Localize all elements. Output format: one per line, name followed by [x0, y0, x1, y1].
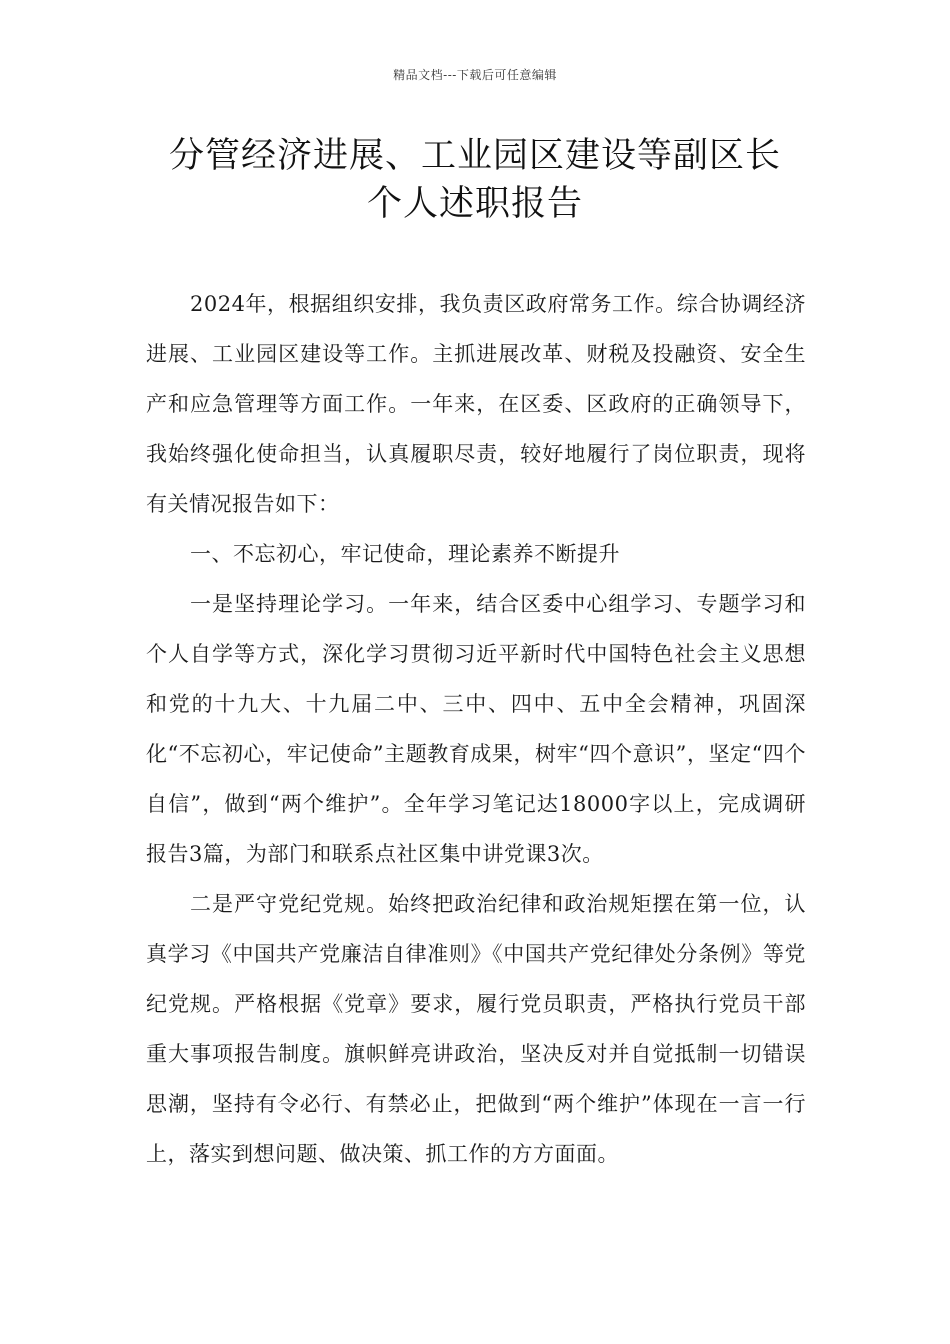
section-heading-1: 一、不忘初心，牢记使命，理论素养不断提升 — [190, 542, 620, 566]
document-title — [100, 132, 850, 228]
title-line-2: 个人述职报告 — [366, 184, 583, 224]
header-note: 精品文档---下载后可任意编辑 — [393, 68, 557, 82]
title-line-1: 分管经济进展、工业园区建设等副区长 — [168, 136, 781, 176]
document-body — [146, 279, 806, 1179]
paragraph-intro: 2024年，根据组织安排，我负责区政府常务工作。综合协调经济进展、工业园区建设等工作。主抓进展改革、财税及投融资、安全生产和应急管理等方面工作。一年来，在区委、区政府的正确领导下，我始终强化使命担当，认真履职尽责，较好地履行了岗位职责，现将有关情况报告如下： — [146, 292, 806, 516]
paragraph-theory-study: 一是坚持理论学习。一年来，结合区委中心组学习、专题学习和个人自学等方式，深化学习贯彻习近平新时代中国特色社会主义思想和党的十九大、十九届二中、三中、四中、五中全会精神，巩固深化“不忘初心，牢记使命”主题教育成果，树牢“四个意识”，坚定“四个自信”，做到“两个维护”。全年学习笔记达18000字以上，完成调研报告3篇，为部门和联系点社区集中讲党课3次。 — [146, 592, 806, 866]
paragraph-party-discipline: 二是严守党纪党规。始终把政治纪律和政治规矩摆在第一位，认真学习《中国共产党廉洁自律准则》《中国共产党纪律处分条例》等党纪党规。严格根据《党章》要求，履行党员职责，严格执行党员干部重大事项报告制度。旗帜鲜亮讲政治，坚决反对并自觉抵制一切错误思潮，坚持有令必行、有禁必止，把做到“两个维护”体现在一言一行上，落实到想问题、做决策、抓工作的方方面面。 — [146, 892, 806, 1166]
